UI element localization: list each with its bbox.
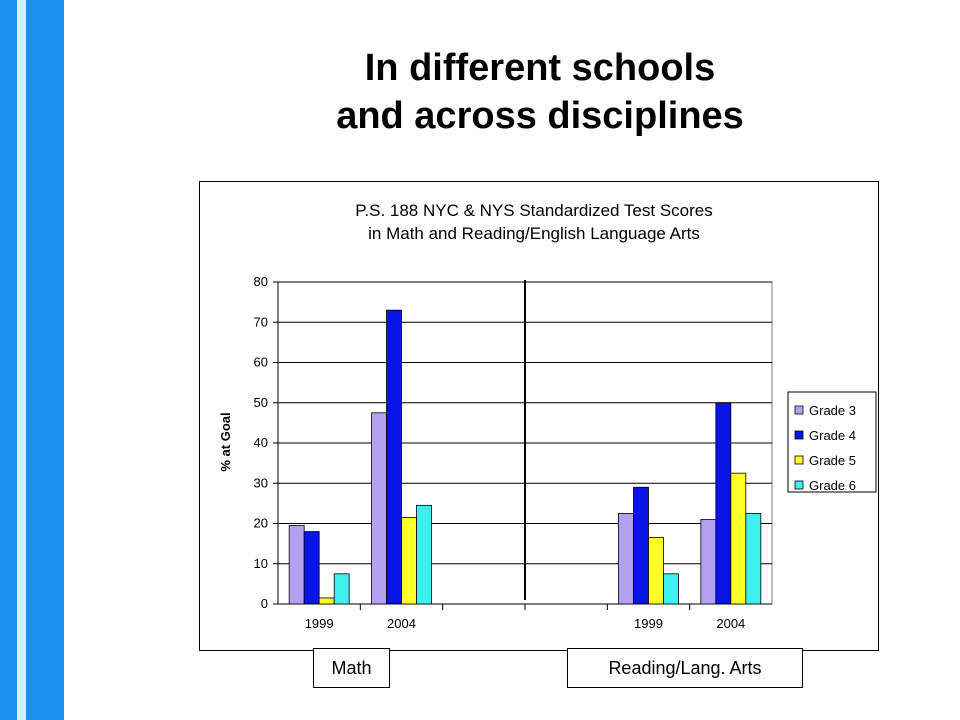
y-tick-label: 60 xyxy=(253,354,268,370)
x-tick-label: 1999 xyxy=(304,616,334,631)
slide-title xyxy=(200,44,880,140)
y-tick-label: 0 xyxy=(260,596,268,611)
slide-title-line-2: and across disciplines xyxy=(336,95,744,137)
y-tick-label: 30 xyxy=(253,475,268,491)
y-axis-label: % at Goal xyxy=(218,412,233,472)
legend-entry: Grade 4 xyxy=(809,428,856,443)
accent-stripe-right xyxy=(26,0,64,720)
legend-entry: Grade 6 xyxy=(809,478,856,493)
y-tick-label: 50 xyxy=(253,394,268,410)
bar-math-2004-grade-6 xyxy=(417,505,432,604)
chart-subtitle: in Math and Reading/English Language Arts xyxy=(368,224,700,243)
y-tick-label: 70 xyxy=(253,314,268,330)
bar-reading-2004-grade-3 xyxy=(701,519,716,604)
bar-reading-1999-grade-6 xyxy=(664,574,679,604)
math-category-label: Math xyxy=(313,648,390,688)
bar-reading-2004-grade-6 xyxy=(746,513,761,604)
x-tick-label: 1999 xyxy=(634,616,663,631)
x-tick-label: 2004 xyxy=(387,616,416,631)
legend-swatch xyxy=(795,431,803,439)
bar-reading-1999-grade-3 xyxy=(619,513,634,604)
bar-chart xyxy=(200,182,878,650)
bar-reading-2004-grade-4 xyxy=(716,403,731,604)
plot-area xyxy=(254,274,876,631)
slide-title-line-1: In different schools xyxy=(364,47,716,89)
y-tick-label: 20 xyxy=(253,515,268,531)
bar-reading-1999-grade-4 xyxy=(634,487,649,604)
chart-frame xyxy=(199,181,879,651)
bar-reading-2004-grade-5 xyxy=(731,473,746,604)
y-tick-label: 80 xyxy=(253,274,268,289)
accent-stripe-light xyxy=(17,0,26,720)
legend-swatch xyxy=(795,406,803,414)
bar-math-2004-grade-3 xyxy=(372,413,387,604)
accent-stripe-left xyxy=(0,0,17,720)
x-tick-label: 2004 xyxy=(716,616,746,631)
bar-math-1999-grade-4 xyxy=(304,532,319,604)
bar-reading-1999-grade-5 xyxy=(649,538,664,604)
legend-entry: Grade 3 xyxy=(809,403,856,418)
y-tick-label: 10 xyxy=(253,555,268,571)
legend-swatch xyxy=(795,456,803,464)
y-tick-label: 40 xyxy=(253,435,268,450)
reading-category-label: Reading/Lang. Arts xyxy=(567,648,803,688)
legend-swatch xyxy=(795,481,803,489)
bar-math-2004-grade-5 xyxy=(402,517,417,604)
bar-math-1999-grade-5 xyxy=(319,598,334,604)
chart-title: P.S. 188 NYC & NYS Standardized Test Scores xyxy=(355,201,713,220)
bar-math-1999-grade-6 xyxy=(334,574,349,604)
bar-math-1999-grade-3 xyxy=(289,526,304,604)
legend-entry: Grade 5 xyxy=(809,453,856,468)
bar-math-2004-grade-4 xyxy=(387,310,402,604)
